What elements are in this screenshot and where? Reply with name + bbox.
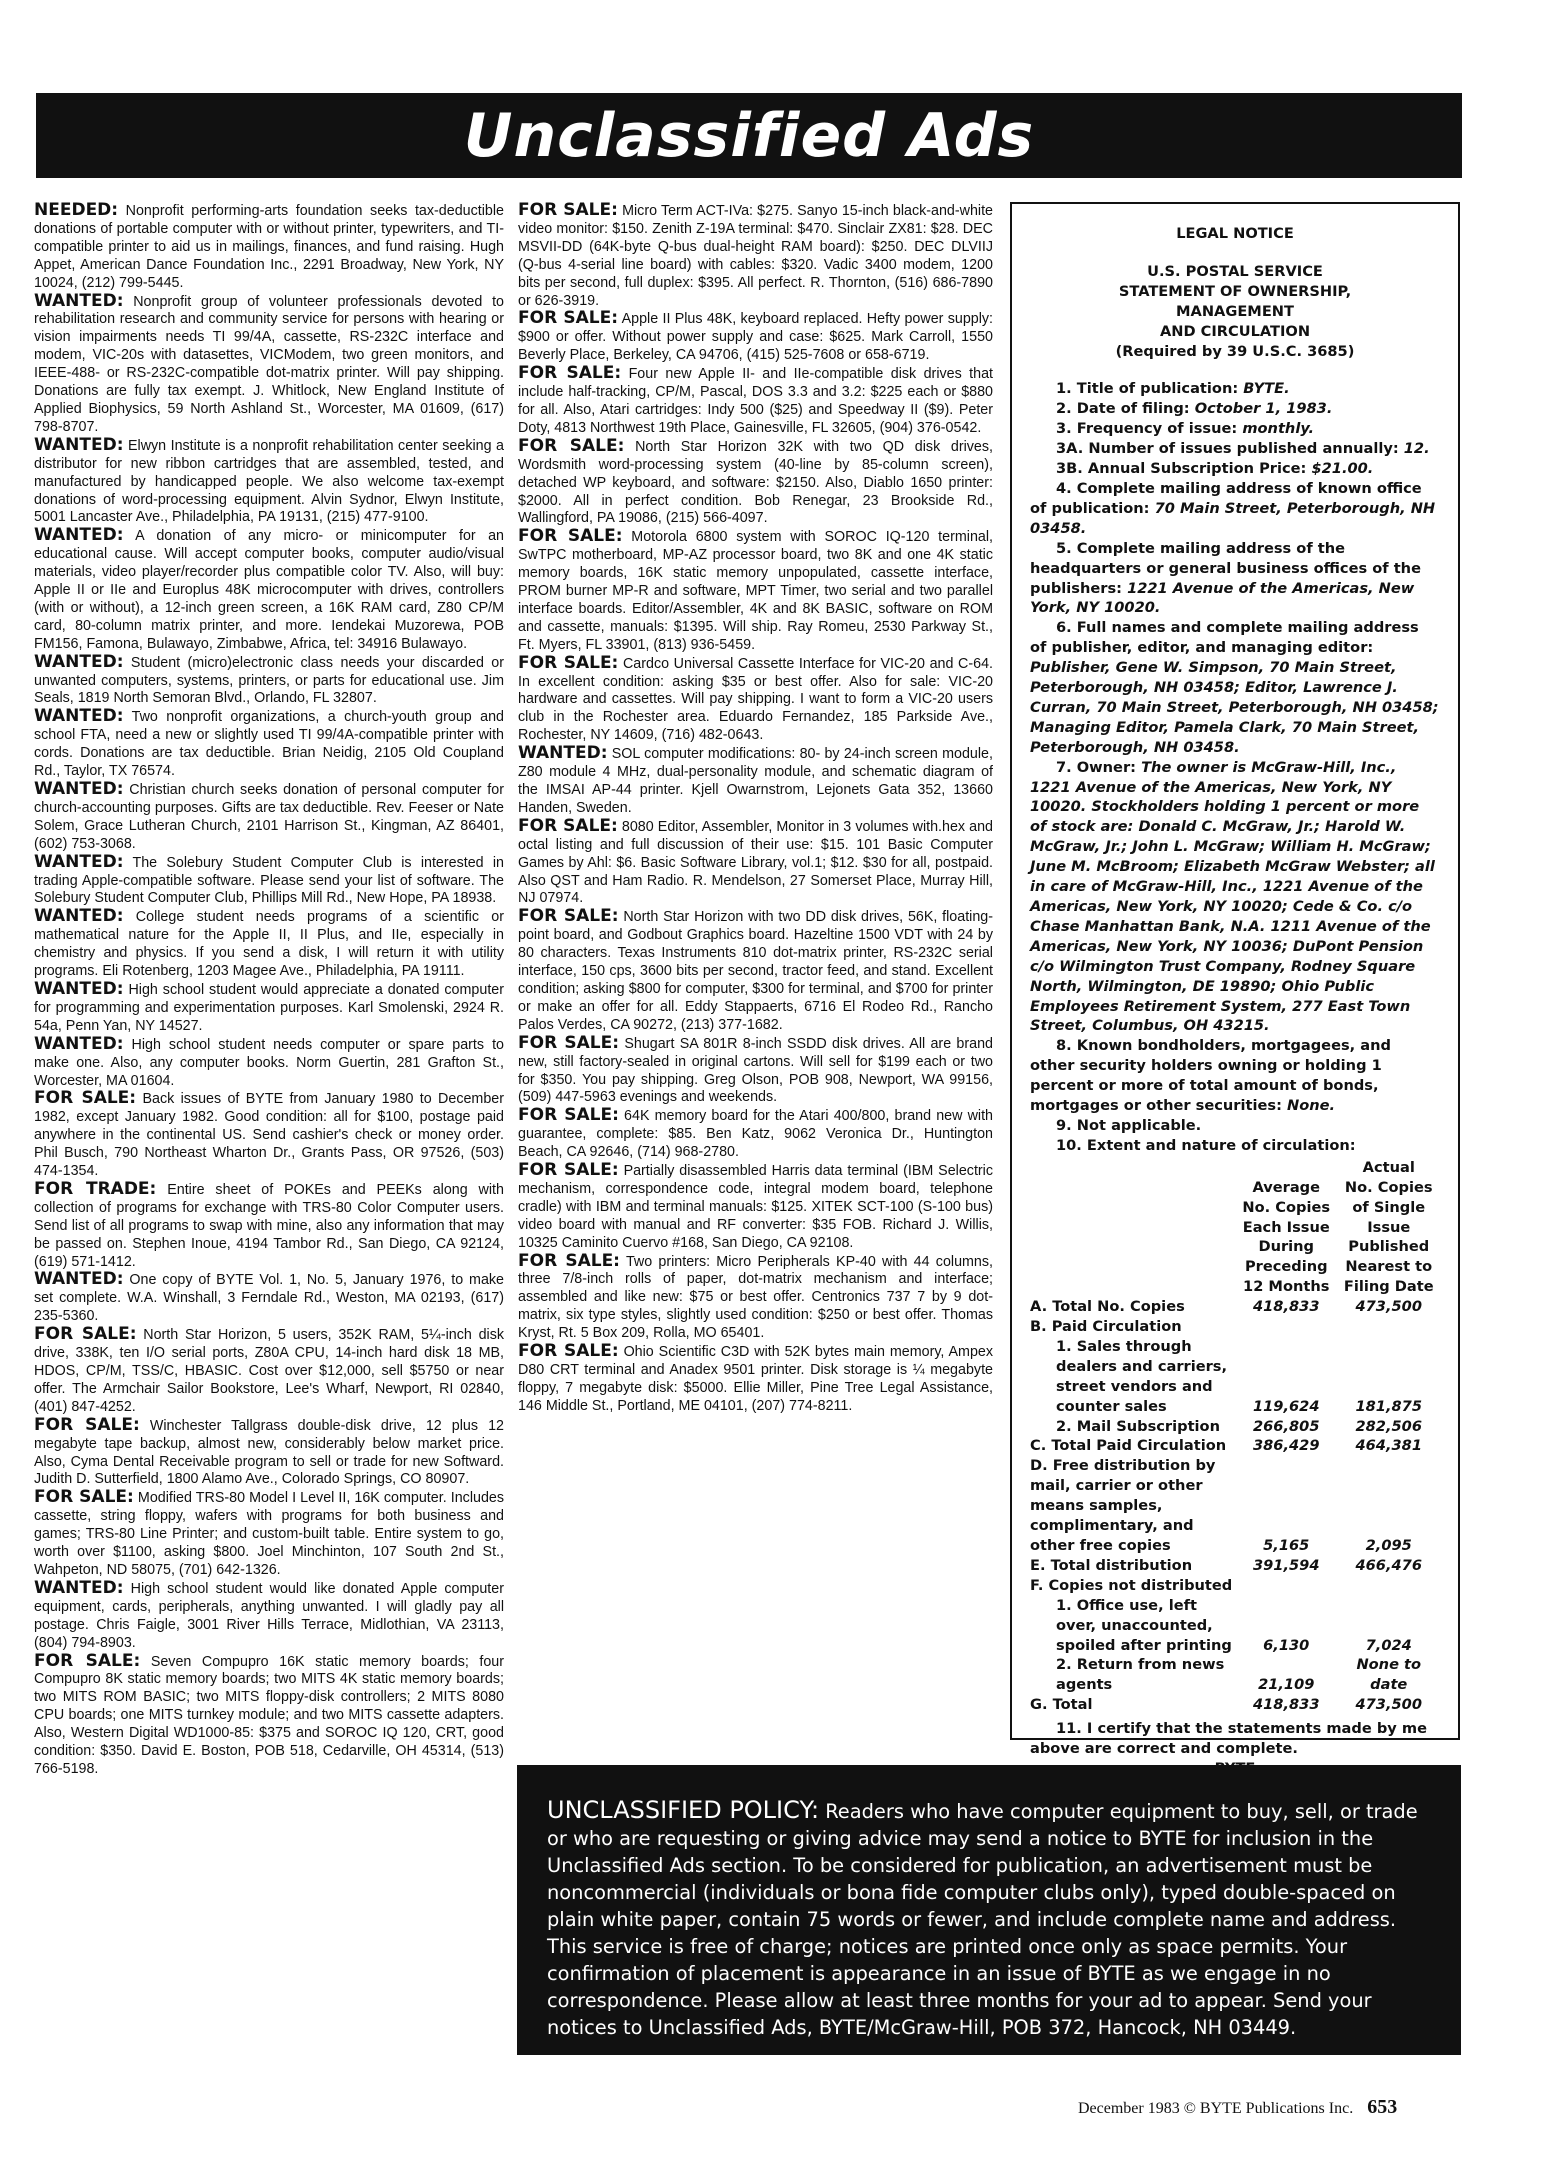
row-value: 21,109	[1258, 1676, 1315, 1694]
legal-item: 9. Not applicable.	[1056, 1116, 1202, 1134]
unclassified-policy	[517, 1765, 1461, 2055]
ad-text: Motorola 6800 system with SOROC IQ-120 terminal, SwTPC motherboard, MP-AZ processor board, two 8K and one 4K static memory boards, 16K static memory unpopulated, cassette interface, PROM burner MP-R and software, MPT Timer, two serial and two parallel interface boards. Editor/Assembler, 4K and 8K BASIC, software on ROM and cassette, manuals: $1395. Will ship. Ray Romeu, 2530 Parkway St., Ft. Myers, FL 33901, (813) 936-5459.	[518, 529, 993, 653]
legal-item: 6. Full names and complete mailing address of publisher, editor, and managing editor: Publisher, Gene W. Simpson, 70 Main Street, Peterborough, NH 03458; Editor, Lawrence J. Curran, 70 Main Street, Peterborough, NH 03458; Managing Editor, Pamela Clark, 70 Main Street, Peterborough, NH 03458.	[1030, 619, 1439, 756]
classified-ad	[518, 528, 993, 654]
legal-subheading: MANAGEMENT	[1176, 302, 1294, 320]
ad-text: Winchester Tallgrass double-disk drive, 12 plus 12 megabyte tape backup, almost new, considerably below market price. Also, Cyma Dental Receivable program to sell or trade for new Softward. Judith D. Sutterfield, 1800 Alamo Ave., Colorado Springs, CO 80907.	[34, 1417, 504, 1488]
ad-label: WANTED:	[34, 779, 124, 799]
table-row	[1030, 1417, 1440, 1437]
legal-item: 3B. Annual Subscription Price: $21.00.	[1056, 460, 1374, 478]
classified-ad	[518, 365, 993, 438]
classified-ad	[34, 1489, 504, 1580]
row-value: 7,024	[1365, 1636, 1412, 1654]
row-value: 2,095	[1365, 1537, 1412, 1554]
row-label: G. Total	[1030, 1696, 1093, 1714]
row-value: None to date	[1356, 1656, 1422, 1694]
row-value: 6,130	[1263, 1636, 1310, 1654]
row-label: C. Total Paid Circulation	[1030, 1437, 1227, 1455]
ad-label: WANTED:	[34, 851, 124, 872]
classified-ad	[518, 908, 993, 1034]
column-header-line: Preceding	[1244, 1258, 1328, 1276]
table-row	[1030, 1337, 1440, 1417]
table-row	[1030, 1655, 1440, 1695]
table-row	[1030, 1695, 1440, 1715]
row-value: 418,833	[1253, 1696, 1320, 1714]
ad-text: North Star Horizon with two DD disk drives, 56K, floating-point board, and Godbout Graphics board. Hazeltine 1500 VDT with 24 by 80 characters. Texas Instruments 810 dot-matrix printer, RS-232C serial interface, 150 cps, 3600 bits per second, tractor feed, and stand. Excellent condition; asking $800 for computer, $300 for terminal, and $700 for printer or make an offer for all. Eddy Stappaerts, 6716 El Rodeo Rd., Rancho Palos Verdes, CA 90272, (213) 377-1682.	[518, 909, 994, 1033]
ad-text: College student needs programs of a scientific or mathematical nature for the Apple II, II Plus, and IIe, especially in chemistry and physics. If you send a disk, I will return it with utility programs. Eli Rotenberg, 1203 Magee Ave., Philadelphia, PA 19111.	[34, 909, 504, 980]
ad-label: FOR SALE:	[518, 200, 618, 220]
ad-text: 64K memory board for the Atari 400/800, brand new with guarantee, complete: $85. Ben Katz, 9062 Veronica Dr., Huntington Beach, CA 92646, (714) 968-2780.	[518, 1108, 994, 1161]
table-row	[1030, 1297, 1440, 1317]
row-value	[1338, 1576, 1441, 1596]
row-label: A. Total No. Copies	[1030, 1298, 1185, 1316]
ad-text: Two printers: Micro Peripherals KP-40 with 44 columns, three 7/8-inch rolls of paper, dot-matrix mechanism and interface; assembled and like new: $75 or best offer. Centronics 737 7 by 9 dot-matrix, six type styles, slightly used condition: $250 or best offer. Thomas Kryst, Rt. 5 Box 209, Rolla, MO 65401.	[518, 1253, 994, 1342]
classified-ad	[34, 978, 505, 1036]
classified-ad	[34, 1033, 504, 1091]
row-value	[1338, 1317, 1441, 1337]
legal-item: 7. Owner: The owner is McGraw-Hill, Inc., 1221 Avenue of the Americas, New York, NY 10020. Stockholders holding 1 percent or more of stock are: Donald C. McGraw, Jr.; Harold W. McGraw, Jr.; John L. McGraw; William H. McGraw; June M. McBroom; Elizabeth McGraw Webster; all in care of McGraw-Hill, Inc., 1221 Avenue of the Americas, New York, NY 10020; Cede & Co. c/o Chase Manhattan Bank, N.A. 1211 Avenue of the Americas, New York, NY 10036; DuPont Pension c/o Wilmington Trust Company, Rodney Square North, Wilmington, DE 19890; Ohio Public Employees Retirement System, 277 East Town Street, Columbus, OH 43215.	[1030, 758, 1435, 1035]
table-row	[1030, 1556, 1440, 1576]
column-header-average	[1235, 1158, 1338, 1297]
classified-ad	[518, 202, 993, 310]
ad-text: High school student needs computer or spare parts to make one. Also, any computer books. Norm Guertin, 281 Grafton St., Worcester, MA 01604.	[34, 1036, 504, 1089]
row-value: 464,381	[1355, 1437, 1422, 1455]
ads-column-middle	[518, 202, 993, 1416]
column-header-line: Nearest to	[1345, 1258, 1433, 1276]
column-header-line: Issue	[1367, 1218, 1411, 1236]
classified-ad	[34, 1090, 504, 1181]
column-header-line: Filing Date	[1343, 1278, 1434, 1296]
classified-ad	[34, 851, 504, 909]
ad-label: FOR SALE:	[518, 652, 619, 673]
ad-label: FOR TRADE:	[34, 1178, 157, 1199]
ad-label: NEEDED:	[34, 200, 119, 220]
legal-item: 5. Complete mailing address of the headquarters or general business offices of the publishers: 1221 Avenue of the Americas, New York, NY 10020.	[1030, 539, 1421, 617]
row-value: 418,833	[1253, 1298, 1320, 1316]
page-footer	[1078, 2096, 1397, 2119]
ad-label: FOR SALE:	[518, 1105, 619, 1126]
column-header-line: Published	[1348, 1238, 1430, 1256]
row-value: 386,429	[1253, 1437, 1320, 1455]
footer-credit: December 1983 © BYTE Publications Inc.	[1078, 2100, 1354, 2117]
row-value: 266,805	[1253, 1417, 1320, 1435]
ad-text: Student (micro)electronic class needs your discarded or unwanted computers, systems, printers, or parts for educational use. Jim Seals, 1819 North Semoran Blvd., Orlando, FL 32807.	[34, 654, 504, 707]
row-value: 473,500	[1355, 1298, 1422, 1316]
ad-label: WANTED:	[34, 906, 124, 927]
ad-text: Four new Apple II- and IIe-compatible disk drives that include half-tracking, CP/M, Pascal, DOS 3.3 and 3.2: $225 each or $880 for all. Also, Atari cartridges: Indy 500 ($25) and Speedway II ($9). Peter Doty, 4813 Northwest 19th Place, Gainesville, FL 32605, (904) 376-0542.	[518, 366, 993, 436]
legal-item: 1. Title of publication: BYTE.	[1056, 380, 1290, 398]
ad-text: Ohio Scientific C3D with 52K bytes main memory, Ampex D80 CRT terminal and Anadex 9501 printer. Disk storage is ¼ megabyte floppy, 7 megabyte disk: $5000. Ellie Miller, Pine Tree Legal Assistance, 146 Middle St., Portland, ME 04101, (207) 774-8211.	[518, 1344, 994, 1414]
ad-label: FOR SALE:	[518, 435, 625, 456]
legal-subheading: STATEMENT OF OWNERSHIP,	[1118, 282, 1352, 300]
column-header-line: Each Issue	[1242, 1218, 1330, 1236]
ad-label: WANTED:	[518, 743, 608, 764]
classified-ad	[34, 1326, 504, 1417]
ad-label: FOR SALE:	[34, 1650, 141, 1671]
row-value: 5,165	[1263, 1537, 1310, 1554]
ad-label: FOR SALE:	[518, 363, 622, 384]
classified-ad	[34, 434, 504, 528]
classified-ad	[34, 1650, 504, 1779]
legal-subheading: AND CIRCULATION	[1159, 322, 1311, 340]
ad-label: WANTED:	[34, 525, 124, 546]
page-title: Unclassified Ads	[463, 100, 1035, 171]
ad-text: Partially disassembled Harris data terminal (IBM Selectric mechanism, correspondence code, integral modem board, telephone cradle) with IBM and terminal manuals: $125. XITEK SCT-100 (S-100 bus) video board with manual and RF converter: $35 FOB. Richard J. Willis, 10325 Caminito Cuervo #168, San Diego, CA 92108.	[518, 1163, 993, 1251]
ad-label: WANTED:	[34, 290, 124, 311]
classified-ad	[518, 310, 993, 365]
policy-text: Readers who have computer equipment to buy, sell, or trade or who are requesting or giving advice may send a notice to BYTE for inclusion in the Unclassified Ads section. To be considered for publication, an advertisement must be noncommercial (individuals or bona fide computer clubs only), typed double-spaced on plain white paper, contain 75 words or fewer, and include complete name and address. This service is free of charge; notices are printed once only as space permits. Your confirmation of placement is appearance in an issue of BYTE as we engage in no correspondence. Please allow at least three months for your ad to appear. Send your notices to Unclassified Ads, BYTE/McGraw-Hill, POB 372, Hancock, NH 03449.	[547, 1800, 1418, 2039]
table-row	[1030, 1456, 1440, 1556]
row-label: 2. Mail Subscription	[1056, 1417, 1220, 1435]
row-value	[1235, 1576, 1338, 1596]
ad-label: FOR SALE:	[34, 1414, 140, 1435]
classified-ad	[34, 651, 504, 709]
classified-ad	[518, 815, 993, 909]
ad-text: 8080 Editor, Assembler, Monitor in 3 volumes with.hex and octal listing and full discussion of their use: $15. 101 Basic Computer Games by Ahl: $6. Basic Software Library, vol.1; $12. $30 for all, postpaid. Also QST and Ham Radio. R. Mendelson, 27 Somerset Place, Murray Hill, NJ 07974.	[518, 818, 993, 907]
circulation-table	[1030, 1158, 1440, 1715]
legal-subheading: U.S. POSTAL SERVICE	[1147, 262, 1323, 280]
column-header-line: Actual	[1362, 1158, 1415, 1176]
table-row	[1030, 1596, 1440, 1656]
row-value: 391,594	[1253, 1556, 1320, 1574]
classified-ad	[518, 745, 993, 818]
ads-column-left	[34, 202, 504, 1779]
ad-text: Elwyn Institute is a nonprofit rehabilitation center seeking a distributor for new ribbon cartridges that are assembled, tested, and manufactured by handicapped people. We also welcome tax-exempt donations of word-processing equipment. Alvin Sydnor, Elwyn Institute, 5001 Lancaster Ave., Philadelphia, PA 19131, (215) 477-9100.	[34, 437, 504, 526]
row-value: 282,506	[1355, 1417, 1422, 1435]
classified-ad	[34, 708, 504, 781]
ad-text: Cardco Universal Cassette Interface for VIC-20 and C-64. In excellent condition: asking $35 or best offer. Also for sale: VIC-20 hardware and cassettes. Will pay shipping. I want to form a VIC-20 users club in the Rochester area. Eduardo Fernandez, 185 Parkside Ave., Rochester, NY 14609, (716) 482-0643.	[518, 655, 993, 744]
row-value: 181,875	[1355, 1397, 1422, 1415]
row-label: 2. Return from news agents	[1056, 1656, 1225, 1694]
ad-text: Nonprofit performing-arts foundation seeks tax-deductible donations of portable computer with or without printer, typewriters, and TI-compatible printer to aid us in mailings, finances, and fund raising. Hugh Appet, American Dance Foundation Inc., 2291 Broadway, New York, NY 10024, (212) 799-5445.	[34, 203, 504, 291]
ad-text: Nonprofit group of volunteer professionals devoted to rehabilitation research and community service for persons with hearing or vision impairments needs TI 99/4A, cassette, RS-232C interface and modem, VIC-20s with datasettes, VICModem, two green monitors, and IEEE-488- or RS-232C-compatible dot-matrix printer. Will pay shipping. Donations are fully tax exempt. J. Whitlock, New England Institute of Applied Biophysics, 59 North Ashland St., Worcester, MA 01609, (617) 798-8707.	[34, 293, 504, 435]
row-value	[1235, 1317, 1338, 1337]
classified-ad	[518, 1343, 993, 1416]
ad-label: FOR SALE:	[34, 1088, 137, 1109]
ad-label: FOR SALE:	[518, 1160, 619, 1181]
column-header-line: No. Copies	[1242, 1198, 1331, 1216]
classified-ad	[34, 527, 504, 653]
ad-text: Seven Compupro 16K static memory boards; four Compupro 8K static memory boards; two MITS 4K static memory boards; two MITS ROM BASIC; two MITS floppy-disk controllers; 2 MITS 8080 CPU boards; one MITS turnkey module; and two MITS cassette adapters. Also, Western Digital WD1000-85: $375 and SOROC IQ 120, CRT, good condition: $350. David E. Boston, POB 518, Cedarville, OH 45314, (513) 766-5198.	[34, 1653, 504, 1777]
classified-ad	[518, 1250, 994, 1344]
ad-label: WANTED:	[34, 1033, 124, 1054]
classified-ad	[34, 1577, 504, 1653]
column-header-line: During	[1258, 1238, 1315, 1256]
row-value: 466,476	[1355, 1556, 1422, 1574]
ad-text: SOL computer modifications: 80- by 24-inch screen module, Z80 module 4 MHz, dual-personality module, and schematic diagram of the IMSAI AP-44 printer. Kjell Owarnstrom, Lejonets Gata 352, 13660 Handen, Sweden.	[518, 746, 993, 816]
classified-ad	[34, 781, 504, 854]
ad-label: FOR SALE:	[518, 815, 618, 836]
legal-heading: LEGAL NOTICE	[1176, 225, 1294, 242]
legal-item: 8. Known bondholders, mortgagees, and other security holders owning or holding 1 percent or more of total amount of bonds, mortgages or other securities: None.	[1030, 1037, 1391, 1115]
classified-ad	[518, 1162, 993, 1253]
ad-text: Two nonprofit organizations, a church-youth group and school FTA, need a new or slightly used TI 99/4A-compatible printer with cords. Donations are tax deductible. Brian Neidig, 2105 Old Coupland Rd., Taylor, TX 76574.	[34, 709, 504, 780]
ad-label: FOR SALE:	[518, 526, 623, 547]
page-banner	[36, 93, 1462, 178]
legal-item: 3. Frequency of issue: monthly.	[1056, 420, 1315, 438]
row-value: 119,624	[1253, 1397, 1320, 1415]
ad-label: FOR SALE:	[518, 1032, 620, 1053]
classified-ad	[34, 290, 504, 437]
classified-ad	[34, 908, 504, 981]
legal-subheading: (Required by 39 U.S.C. 3685)	[1115, 342, 1355, 360]
legal-item: 10. Extent and nature of circulation:	[1056, 1136, 1356, 1154]
ad-text: One copy of BYTE Vol. 1, No. 5, January 1976, to make set complete. W.A. Winshall, 3 Ferndale Rd., Weston, MA 02193, (617) 235-5360.	[34, 1272, 504, 1325]
ad-label: FOR SALE:	[518, 1250, 620, 1271]
row-label: E. Total distribution	[1030, 1556, 1193, 1574]
table-row	[1030, 1576, 1440, 1596]
column-header-line: Average	[1252, 1178, 1321, 1196]
column-header-actual	[1338, 1158, 1441, 1297]
legal-notice	[1010, 202, 1460, 1758]
column-header-line: No. Copies	[1344, 1178, 1433, 1196]
ad-label: FOR SALE:	[518, 308, 619, 329]
row-label: D. Free distribution by mail, carrier or other means samples, complimentary, and other free copies	[1030, 1457, 1216, 1554]
ad-label: WANTED:	[34, 434, 124, 455]
classified-ad	[34, 202, 504, 293]
legal-certification: 11. I certify that the statements made by me above are correct and complete.	[1030, 1720, 1427, 1758]
classified-ad	[518, 652, 993, 746]
ad-text: A donation of any micro- or minicomputer for an educational cause. Will accept computer books, computer audio/visual materials, video player/recorder plus compatible color TV. Also, will buy: Apple II or IIe and Europlus 48K microcomputer with drives, controllers (with or without), a 12-inch green screen, a 16K RAM card, Z80 CP/M card, 80-column matrix printer, and more. Iendekai Muzorewa, POB FM156, Famona, Bulawayo, Zimbabwe, Africa, tel: 34916 Bulawayo.	[34, 528, 505, 652]
classified-ad	[34, 1414, 504, 1490]
ad-text: High school student would appreciate a donated computer for programming and experimentation purposes. Karl Smolenski, 2924 R. 54a, Penn Yan, NY 14527.	[34, 981, 505, 1034]
ad-text: The Solebury Student Computer Club is interested in trading Apple-compatible software. Please send your list of software. The Solebury Student Computer Club, Phillips Mill Rd., New Hope, PA 18938.	[34, 854, 504, 907]
classified-ad	[34, 1178, 504, 1272]
row-value: 473,500	[1355, 1696, 1422, 1714]
classified-ad	[34, 1271, 504, 1326]
policy-title: UNCLASSIFIED POLICY:	[547, 1796, 820, 1824]
ad-text: Entire sheet of POKEs and PEEKs along with collection of programs for exchange with TRS-80 Color Computer users. Send list of all programs to swap with mine, also any information that may be passed on. Stephen Inoue, 4194 Tambor Rd., San Diego, CA 92124, (619) 571-1412.	[34, 1181, 504, 1270]
ad-label: WANTED:	[34, 651, 124, 672]
ad-label: WANTED:	[34, 706, 124, 727]
column-header-line: of Single	[1352, 1198, 1426, 1216]
ad-text: High school student would like donated Apple computer equipment, cards, peripherals, anything unwanted. I will gladly pay all postage. Chris Faigle, 3001 River Hills Terrace, Midlothian, VA 23113, (804) 794-8903.	[34, 1580, 504, 1651]
ad-label: FOR SALE:	[518, 1341, 619, 1362]
ad-text: Shugart SA 801R 8-inch SSDD disk drives. All are brand new, still factory-sealed in original cartons. Will sell for $199 each or two for $350. You pay shipping. Greg Olson, POB 908, Newport, WA 99156, (509) 447-5963 evenings and weekends.	[518, 1035, 994, 1106]
page-number: 653	[1367, 2096, 1398, 2118]
ad-label: FOR SALE:	[518, 906, 619, 927]
row-label: 1. Sales through dealers and carriers, street vendors and counter sales	[1056, 1337, 1228, 1415]
classified-ad	[518, 1032, 994, 1108]
ad-text: Back issues of BYTE from January 1980 to December 1982, except January 1982. Good condition: all for $100, postage paid anywhere in the continental US. Send cashier's check or money order. Phil Busch, 790 Northeast Wharton Dr., Grants Pass, OR 97526, (503) 474-1354.	[34, 1091, 505, 1180]
ad-label: FOR SALE:	[34, 1324, 137, 1345]
row-label: B. Paid Circulation	[1030, 1318, 1182, 1336]
ad-text: Modified TRS-80 Model I Level II, 16K computer. Includes cassette, string floppy, wafers with programs for both business and games; TRS-80 Line Printer; and custom-built table. Entire system to go, worth over $1100, asking $800. Joel Minchinton, 107 South 2nd St., Wahpeton, ND 58075, (701) 642-1326.	[34, 1490, 504, 1578]
classified-ad	[518, 1107, 993, 1162]
legal-item: 3A. Number of issues published annually: 12.	[1056, 440, 1430, 458]
ad-text: North Star Horizon 32K with two QD disk drives, Wordsmith word-processing system (40-line by 85-column screen), detached WP keyboard, and software: $2150. Also, Diablo 1650 printer: $2000. All in perfect condition. Bob Renegar, 23 Brookside Rd., Wallingford, PA 19086, (215) 566-4097.	[518, 438, 993, 527]
row-label: 1. Office use, left over, unaccounted, spoiled after printing	[1056, 1596, 1232, 1654]
column-header-line: 12 Months	[1243, 1278, 1330, 1296]
ad-text: Micro Term ACT-IVa: $275. Sanyo 15-inch black-and-white video monitor: $150. Zenith Z-19A terminal: $470. Sinclair ZX81: $28. DEC MSVII-DD (64K-byte Q-bus dual-height RAM board): $250. DEC DLVIIJ (Q-bus 4-serial line board) with cables: $320. Vadic 3400 modem, 1200 bits per second, full duplex: $395. All perfect. R. Thornton, (516) 686-7890 or 626-3919.	[518, 203, 994, 309]
ad-label: WANTED:	[34, 1269, 124, 1290]
ad-text: North Star Horizon, 5 users, 352K RAM, 5¼-inch disk drive, 338K, ten I/O serial ports, Z80A CPU, 14-inch hard disk 18 MB, HDOS, CP/M, TSS/C, HBASIC. Cost over $12,000, sell $5750 or near offer. The Armchair Sailor Bookstore, Lee's Wharf, Newport, RI 02840, (401) 847-4252.	[34, 1327, 505, 1415]
legal-item: 2. Date of filing: October 1, 1983.	[1056, 400, 1333, 418]
legal-item: 4. Complete mailing address of known office of publication: 70 Main Street, Peterborough, NH 03458.	[1030, 479, 1436, 537]
ad-label: WANTED:	[34, 978, 124, 999]
ad-text: Christian church seeks donation of personal computer for church-accounting purposes. Gifts are tax deductible. Rev. Feeser or Nate Solem, Grace Lutheran Church, 2101 Harrison St., Kingman, AZ 86401, (602) 753-3068.	[34, 782, 504, 852]
classified-ad	[518, 435, 993, 529]
ad-label: WANTED:	[34, 1577, 124, 1598]
ad-text: Apple II Plus 48K, keyboard replaced. Hefty power supply: $900 or offer. Without power supply and case: $625. Mark Carroll, 1550 Beverly Place, Berkeley, CA 94706, (415) 525-7608 or 658-6719.	[518, 311, 994, 364]
row-label: F. Copies not distributed	[1030, 1576, 1233, 1594]
table-row	[1030, 1317, 1440, 1337]
ad-label: FOR SALE:	[34, 1487, 134, 1508]
table-row	[1030, 1436, 1440, 1456]
